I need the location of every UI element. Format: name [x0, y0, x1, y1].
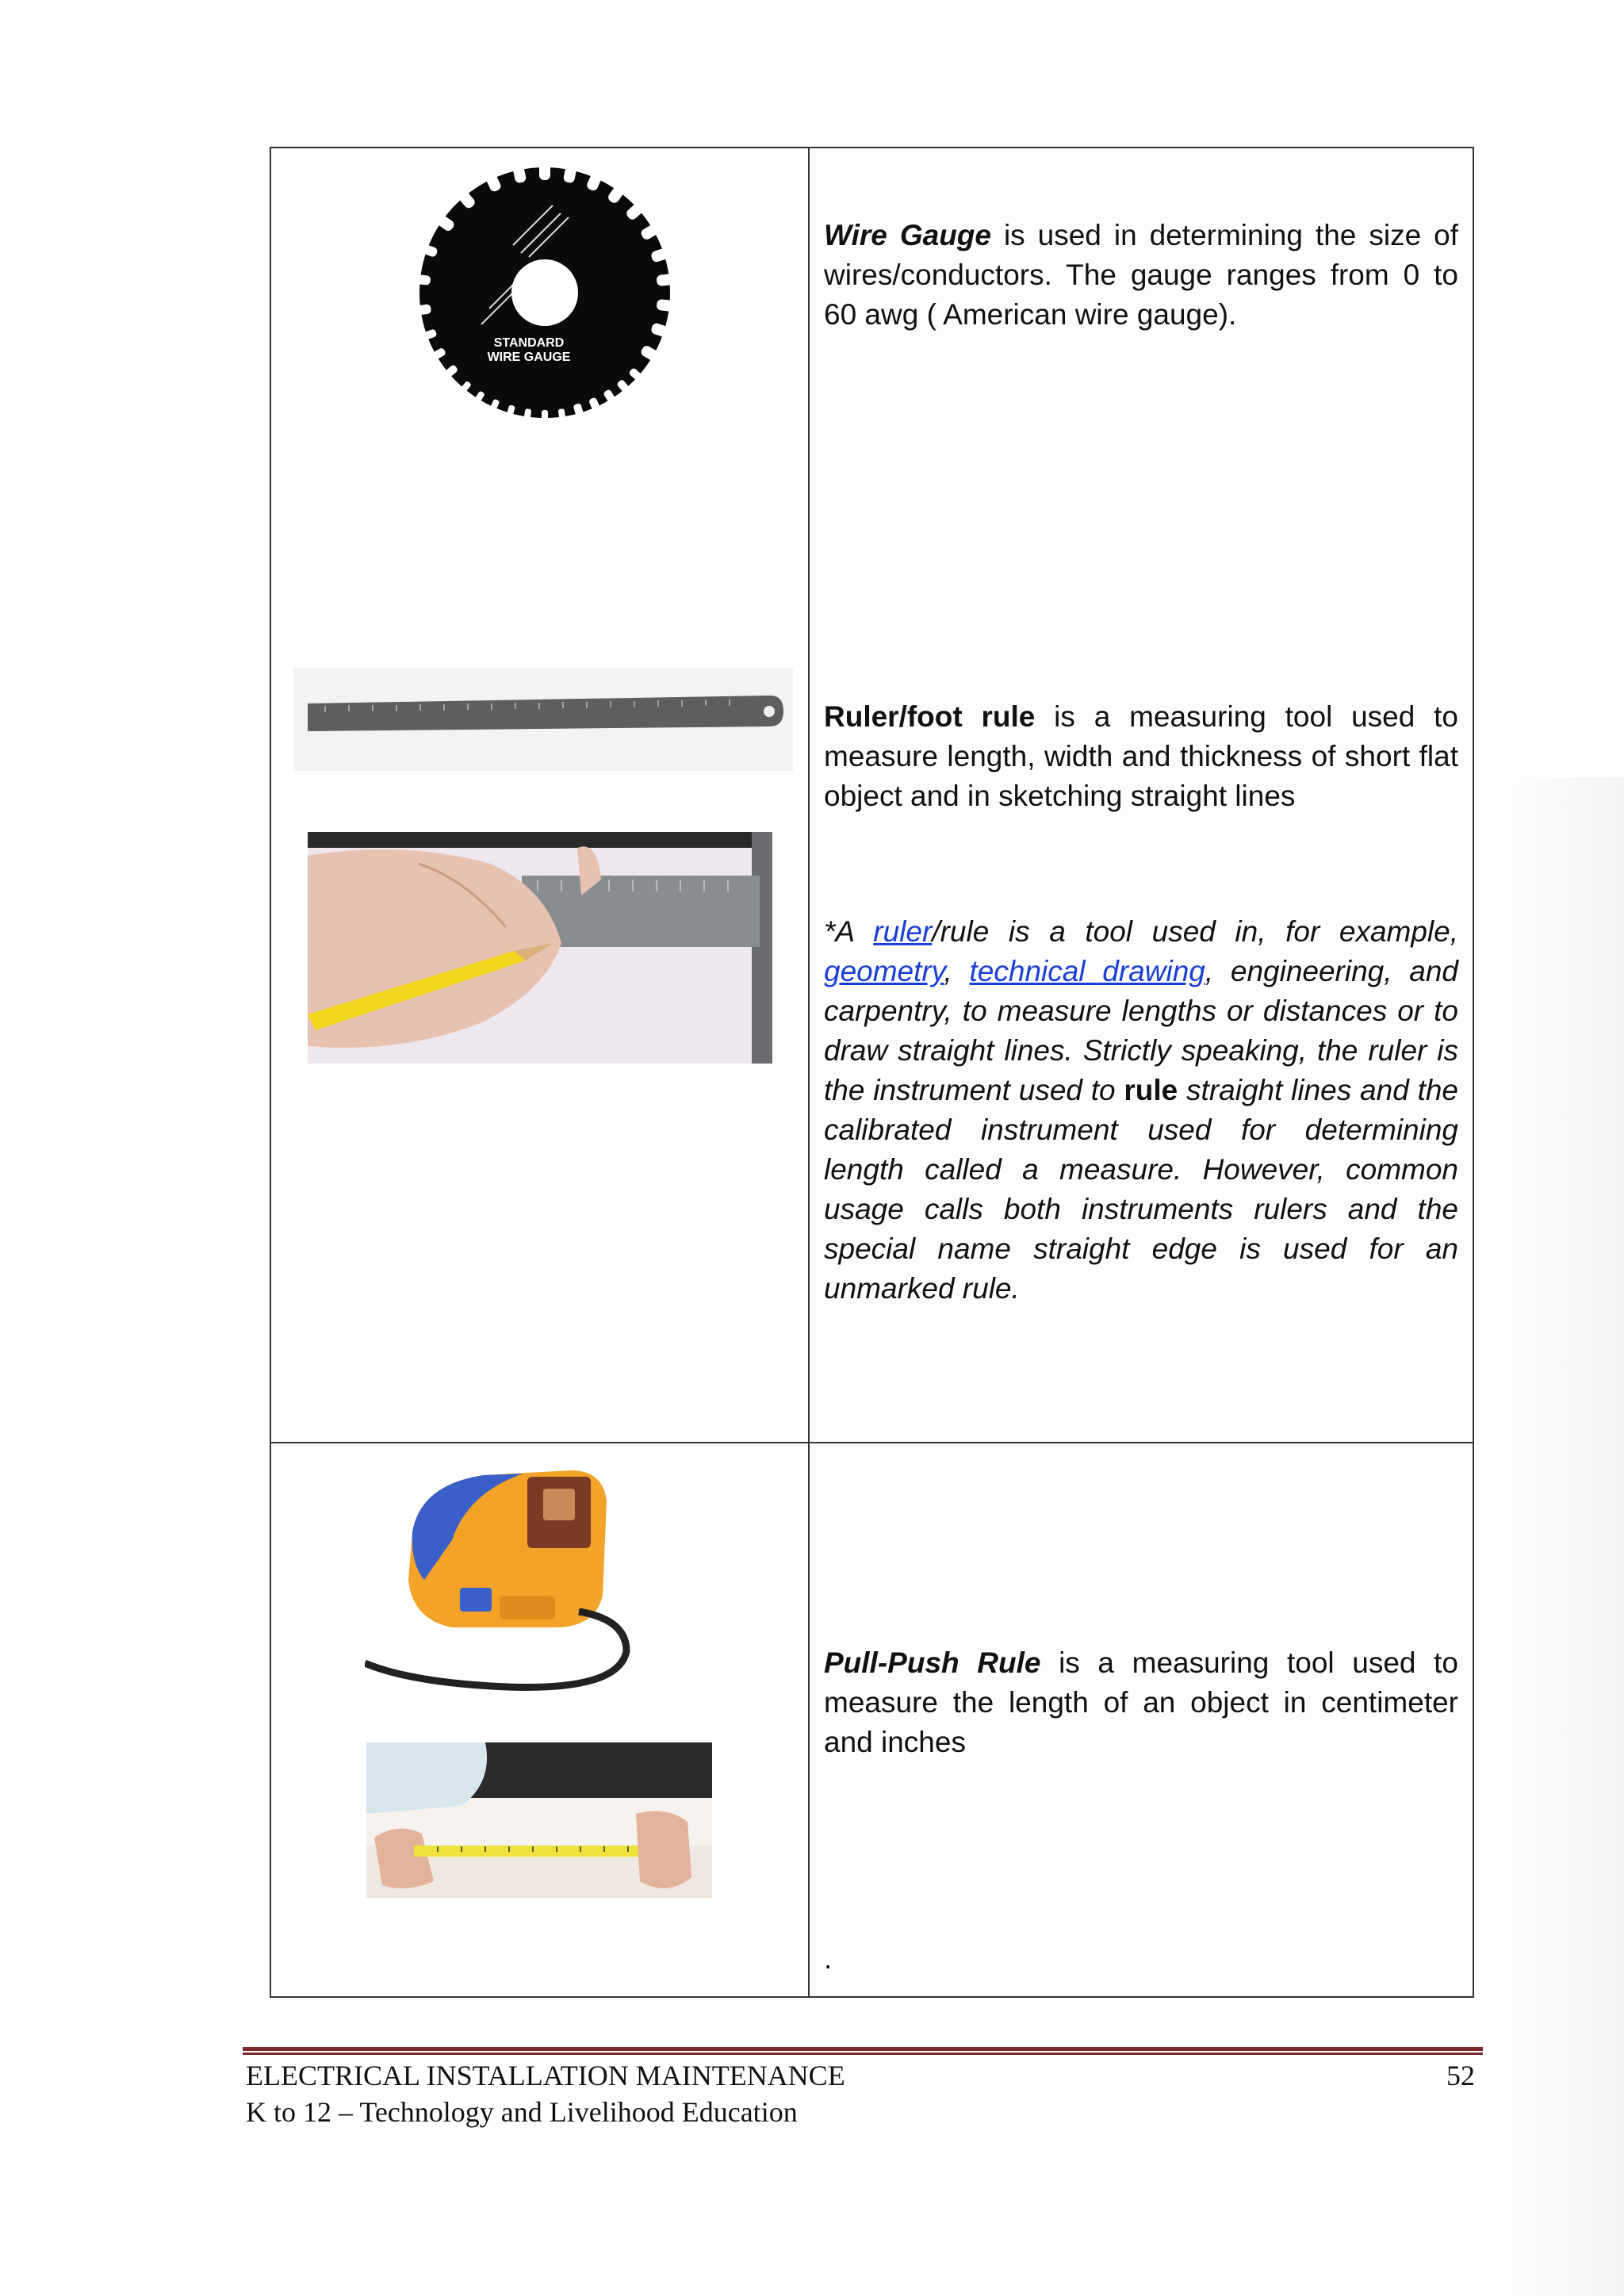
footer-subtitle: K to 12 – Technology and Livelihood Education: [246, 2096, 798, 2128]
technical-drawing-link[interactable]: technical drawing: [969, 955, 1205, 987]
footer-rule: [243, 2047, 1483, 2055]
ruler-link[interactable]: ruler: [873, 915, 933, 948]
wire-gauge-term: Wire Gauge: [824, 219, 991, 251]
column-divider: [808, 148, 810, 1996]
ruler-note: [824, 912, 1458, 1309]
pull-push-term: Pull-Push Rule: [824, 1646, 1041, 1679]
ruler-in-use-image: [308, 832, 772, 1064]
ruler-note-bold-rule: rule: [1124, 1074, 1178, 1106]
page-number: 52: [1446, 2060, 1475, 2091]
tape-measure-image: [365, 1461, 698, 1699]
tape-in-use-image: [366, 1742, 712, 1898]
pull-push-dot: .: [824, 1942, 833, 1975]
page-edge-shade: [1491, 777, 1624, 2296]
ruler-description: [824, 697, 1458, 816]
ruler-note-prefix: *A: [824, 915, 874, 948]
ruler-note-middle: , engineering, and carpentry, to measure lengths or distances or to draw straight lines. Strictly speaking, the ruler is the instrument used to: [824, 955, 1458, 1106]
wire-gauge-text: is used in determining the size of wires/conductors. The gauge ranges from 0 to 60 awg ( American wire gauge).: [824, 219, 1458, 331]
wire-gauge-label-standard: STANDARD: [493, 336, 565, 350]
wire-gauge-image: [410, 158, 680, 427]
pull-push-description: [824, 1643, 1458, 1762]
pull-push-text: is a measuring tool used to measure the length of an object in centimeter and inches: [824, 1646, 1458, 1758]
row-divider: [271, 1442, 1473, 1443]
ruler-term: Ruler/foot rule: [824, 700, 1036, 733]
ruler-note-end: straight lines and the calibrated instrument used for determining length called a measure. However, common usage calls both instruments rulers and the special name straight edge is used for an unmarked rule.: [824, 1074, 1458, 1305]
geometry-link[interactable]: geometry: [824, 955, 944, 987]
ruler-note-comma: ,: [944, 955, 970, 987]
footer-title: ELECTRICAL INSTALLATION MAINTENANCE: [246, 2060, 845, 2091]
wire-gauge-label-wire-gauge: WIRE GAUGE: [487, 351, 571, 364]
ruler-text: is a measuring tool used to measure length, width and thickness of short flat object and in sketching straight lines: [824, 700, 1458, 812]
tools-table: [270, 147, 1474, 1998]
steel-ruler-image: [293, 668, 793, 771]
ruler-note-after-ruler: /rule is a tool used in, for example,: [932, 915, 1458, 948]
wire-gauge-description: [824, 216, 1458, 335]
